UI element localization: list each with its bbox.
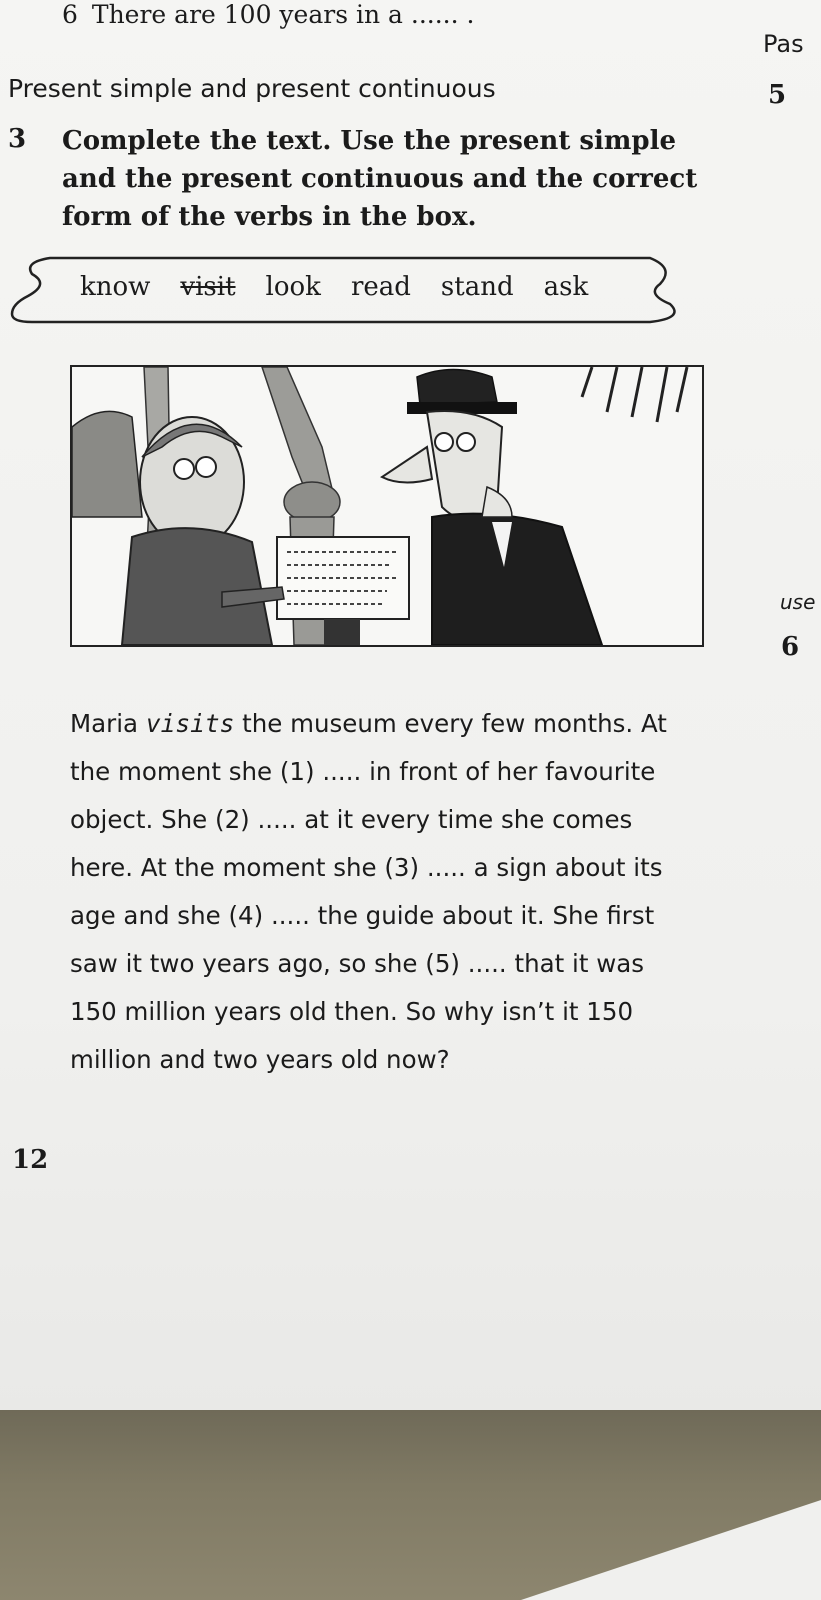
previous-question-text: There are 100 years in a ...... . bbox=[91, 0, 475, 29]
exercise-passage bbox=[70, 700, 720, 1084]
word-ask: ask bbox=[543, 272, 589, 302]
margin-number-5: 5 bbox=[768, 80, 787, 110]
passage-text: Maria bbox=[70, 709, 146, 738]
word-box bbox=[10, 254, 690, 326]
margin-text-past: Pas bbox=[763, 30, 804, 58]
word-look: look bbox=[265, 272, 321, 302]
word-stand: stand bbox=[440, 272, 514, 302]
passage-line: object. She (2) ..... at it every time she comes bbox=[70, 805, 633, 834]
word-list bbox=[80, 272, 618, 302]
margin-text-use: use bbox=[780, 590, 816, 614]
previous-question bbox=[62, 0, 474, 29]
passage-line: the moment she (1) ..... in front of her favourite bbox=[70, 757, 656, 786]
passage-line: 150 million years old then. So why isn’t it 150 bbox=[70, 997, 634, 1026]
word-know: know bbox=[80, 272, 151, 302]
passage-line: age and she (4) ..... the guide about it. She first bbox=[70, 901, 655, 930]
exercise-number: 3 bbox=[8, 124, 27, 154]
illustration-drawing bbox=[72, 367, 702, 645]
handwritten-answer: visits bbox=[145, 709, 235, 738]
passage-line: here. At the moment she (3) ..... a sign about its bbox=[70, 853, 663, 882]
passage-line bbox=[70, 700, 720, 748]
museum-illustration bbox=[70, 365, 704, 647]
exercise-instruction: Complete the text. Use the present simple and the present continuous and the correct form of the verbs in the box. bbox=[62, 126, 698, 232]
passage-line: million and two years old now? bbox=[70, 1045, 450, 1074]
page-number: 12 bbox=[12, 1145, 49, 1175]
margin-number-6: 6 bbox=[781, 632, 800, 662]
section-title: Present simple and present continuous bbox=[8, 74, 496, 103]
passage-text: the museum every few months. At bbox=[234, 709, 667, 738]
word-read: read bbox=[350, 272, 411, 302]
previous-question-number: 6 bbox=[62, 0, 78, 29]
word-visit-crossed: visit bbox=[180, 272, 236, 302]
passage-line: saw it two years ago, so she (5) ..... that it was bbox=[70, 949, 645, 978]
